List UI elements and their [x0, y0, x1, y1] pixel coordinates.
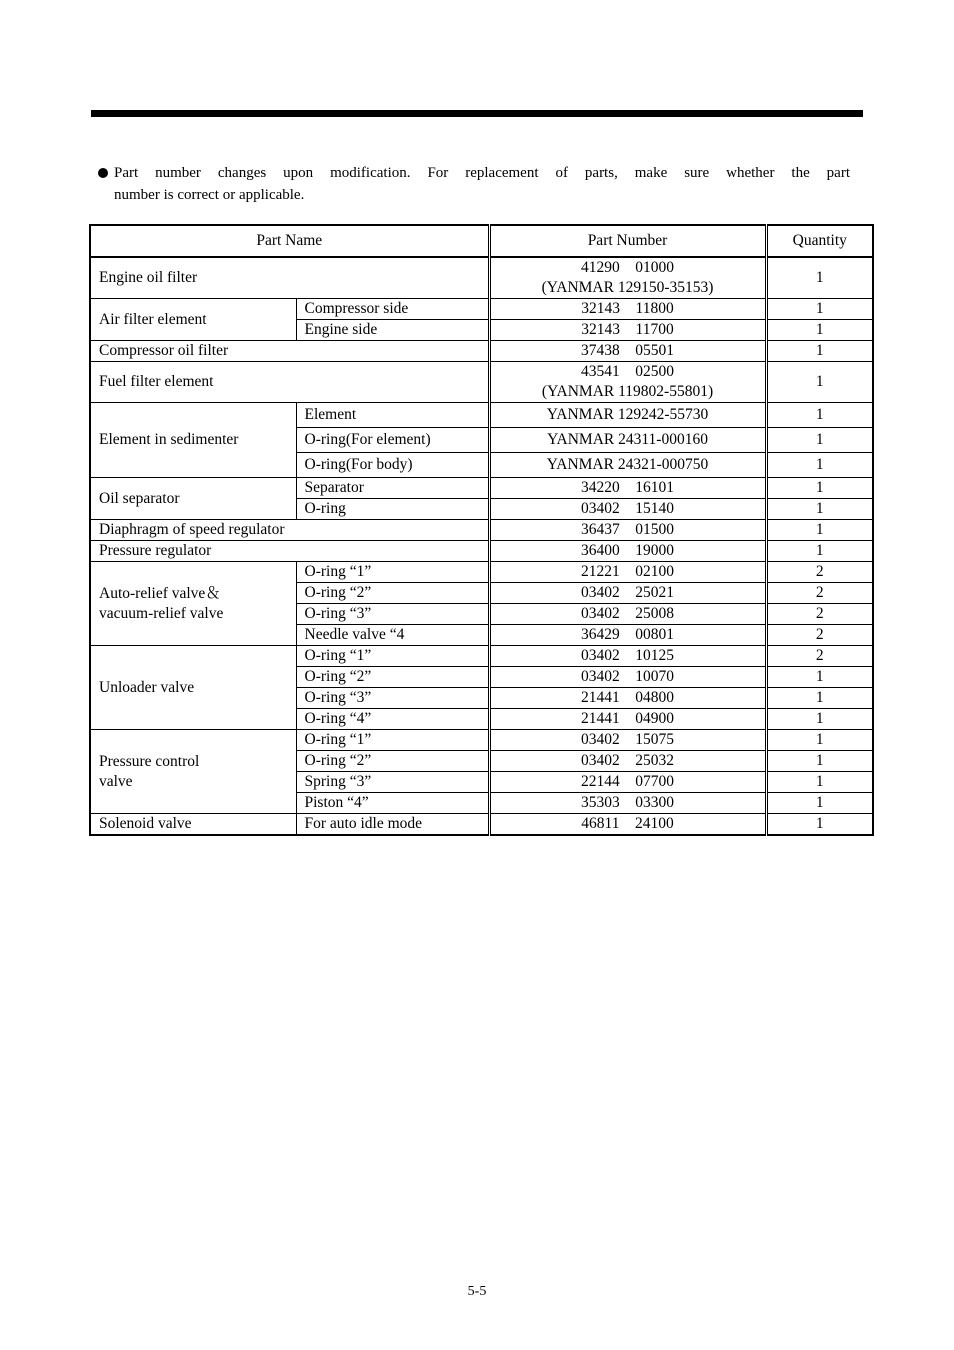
part-number: 36437 01500 [489, 520, 766, 541]
table-row [90, 562, 873, 583]
table-row [90, 403, 873, 428]
part-name-line: Auto-relief valve＆ [99, 584, 221, 602]
part-number: YANMAR 24321-000750 [489, 453, 766, 478]
part-name: Air filter element [90, 299, 296, 341]
part-name-line: vacuum-relief valve [99, 604, 224, 622]
part-number-alt: (YANMAR 119802-55801) [541, 383, 714, 400]
table-row [90, 257, 873, 299]
part-number: 37438 05501 [489, 341, 766, 362]
header-part-name: Part Name [90, 225, 489, 257]
bullet-icon [98, 168, 108, 178]
table-row [90, 814, 873, 836]
quantity: 1 [766, 257, 873, 299]
quantity: 1 [766, 772, 873, 793]
part-number: 03402 10125 [489, 646, 766, 667]
part-number [489, 257, 766, 299]
part-number: 32143 11800 [489, 299, 766, 320]
part-subname: O-ring “3” [296, 604, 489, 625]
part-number-line: 41290 01000 [581, 259, 675, 276]
part-subname: O-ring “2” [296, 667, 489, 688]
part-name: Solenoid valve [90, 814, 296, 836]
part-name: Element in sedimenter [90, 403, 296, 478]
part-number: 46811 24100 [489, 814, 766, 836]
part-number-alt: (YANMAR 129150-35153) [541, 279, 714, 296]
header-rule [91, 110, 863, 117]
quantity: 1 [766, 793, 873, 814]
part-number: 03402 25021 [489, 583, 766, 604]
quantity: 2 [766, 625, 873, 646]
table-row [90, 520, 873, 541]
quantity: 2 [766, 604, 873, 625]
parts-table [89, 224, 874, 836]
part-number: 32143 11700 [489, 320, 766, 341]
part-name: Oil separator [90, 478, 296, 520]
quantity: 1 [766, 341, 873, 362]
quantity: 1 [766, 667, 873, 688]
table-header-row [90, 225, 873, 257]
part-number: 36429 00801 [489, 625, 766, 646]
quantity: 1 [766, 320, 873, 341]
part-number: 21441 04900 [489, 709, 766, 730]
table-row [90, 341, 873, 362]
table-row [90, 730, 873, 751]
part-number-note [98, 162, 850, 206]
part-name: Compressor oil filter [90, 341, 489, 362]
quantity: 1 [766, 478, 873, 499]
quantity: 2 [766, 583, 873, 604]
part-number: 03402 15075 [489, 730, 766, 751]
part-name-line: Pressure control [99, 752, 200, 770]
part-number: 22144 07700 [489, 772, 766, 793]
part-name: Diaphragm of speed regulator [90, 520, 489, 541]
part-subname: O-ring [296, 499, 489, 520]
part-number [489, 362, 766, 403]
part-subname: O-ring “2” [296, 751, 489, 772]
quantity: 1 [766, 709, 873, 730]
part-subname: Separator [296, 478, 489, 499]
part-subname: O-ring “1” [296, 730, 489, 751]
part-subname: O-ring “2” [296, 583, 489, 604]
header-quantity: Quantity [766, 225, 873, 257]
quantity: 2 [766, 562, 873, 583]
table-row [90, 646, 873, 667]
quantity: 1 [766, 362, 873, 403]
quantity: 1 [766, 453, 873, 478]
part-subname: Spring “3” [296, 772, 489, 793]
part-name-line: valve [99, 772, 133, 790]
part-name [90, 730, 296, 814]
part-subname: Piston “4” [296, 793, 489, 814]
part-name: Fuel filter element [90, 362, 489, 403]
part-number: 03402 25008 [489, 604, 766, 625]
quantity: 2 [766, 646, 873, 667]
table-row [90, 299, 873, 320]
part-subname: O-ring(For body) [296, 453, 489, 478]
part-subname: Compressor side [296, 299, 489, 320]
part-number: 03402 15140 [489, 499, 766, 520]
page-number: 5-5 [467, 1284, 487, 1299]
part-number: 03402 25032 [489, 751, 766, 772]
quantity: 1 [766, 520, 873, 541]
part-number: 36400 19000 [489, 541, 766, 562]
part-subname: O-ring “1” [296, 562, 489, 583]
table-row [90, 362, 873, 403]
quantity: 1 [766, 299, 873, 320]
part-subname: O-ring “1” [296, 646, 489, 667]
part-number: 21441 04800 [489, 688, 766, 709]
part-name: Engine oil filter [90, 257, 489, 299]
part-number: 34220 16101 [489, 478, 766, 499]
note-line-1: Part number changes upon modification. For replacement of parts, make sure whether the part [114, 165, 850, 181]
table-row [90, 478, 873, 499]
part-subname: Needle valve “4 [296, 625, 489, 646]
part-number: YANMAR 129242-55730 [489, 403, 766, 428]
note-line-2: number is correct or applicable. [114, 187, 305, 203]
quantity: 1 [766, 814, 873, 836]
part-number: 03402 10070 [489, 667, 766, 688]
quantity: 1 [766, 499, 873, 520]
part-subname: O-ring(For element) [296, 428, 489, 453]
quantity: 1 [766, 403, 873, 428]
table-row [90, 541, 873, 562]
quantity: 1 [766, 730, 873, 751]
part-subname: Element [296, 403, 489, 428]
part-number: YANMAR 24311-000160 [489, 428, 766, 453]
part-subname: Engine side [296, 320, 489, 341]
part-name: Pressure regulator [90, 541, 489, 562]
header-part-number: Part Number [489, 225, 766, 257]
quantity: 1 [766, 541, 873, 562]
part-name [90, 562, 296, 646]
part-number: 21221 02100 [489, 562, 766, 583]
quantity: 1 [766, 688, 873, 709]
part-name: Unloader valve [90, 646, 296, 730]
part-number-line: 43541 02500 [581, 363, 675, 380]
part-number: 35303 03300 [489, 793, 766, 814]
part-subname: O-ring “4” [296, 709, 489, 730]
part-subname: O-ring “3” [296, 688, 489, 709]
part-subname: For auto idle mode [296, 814, 489, 836]
quantity: 1 [766, 751, 873, 772]
quantity: 1 [766, 428, 873, 453]
